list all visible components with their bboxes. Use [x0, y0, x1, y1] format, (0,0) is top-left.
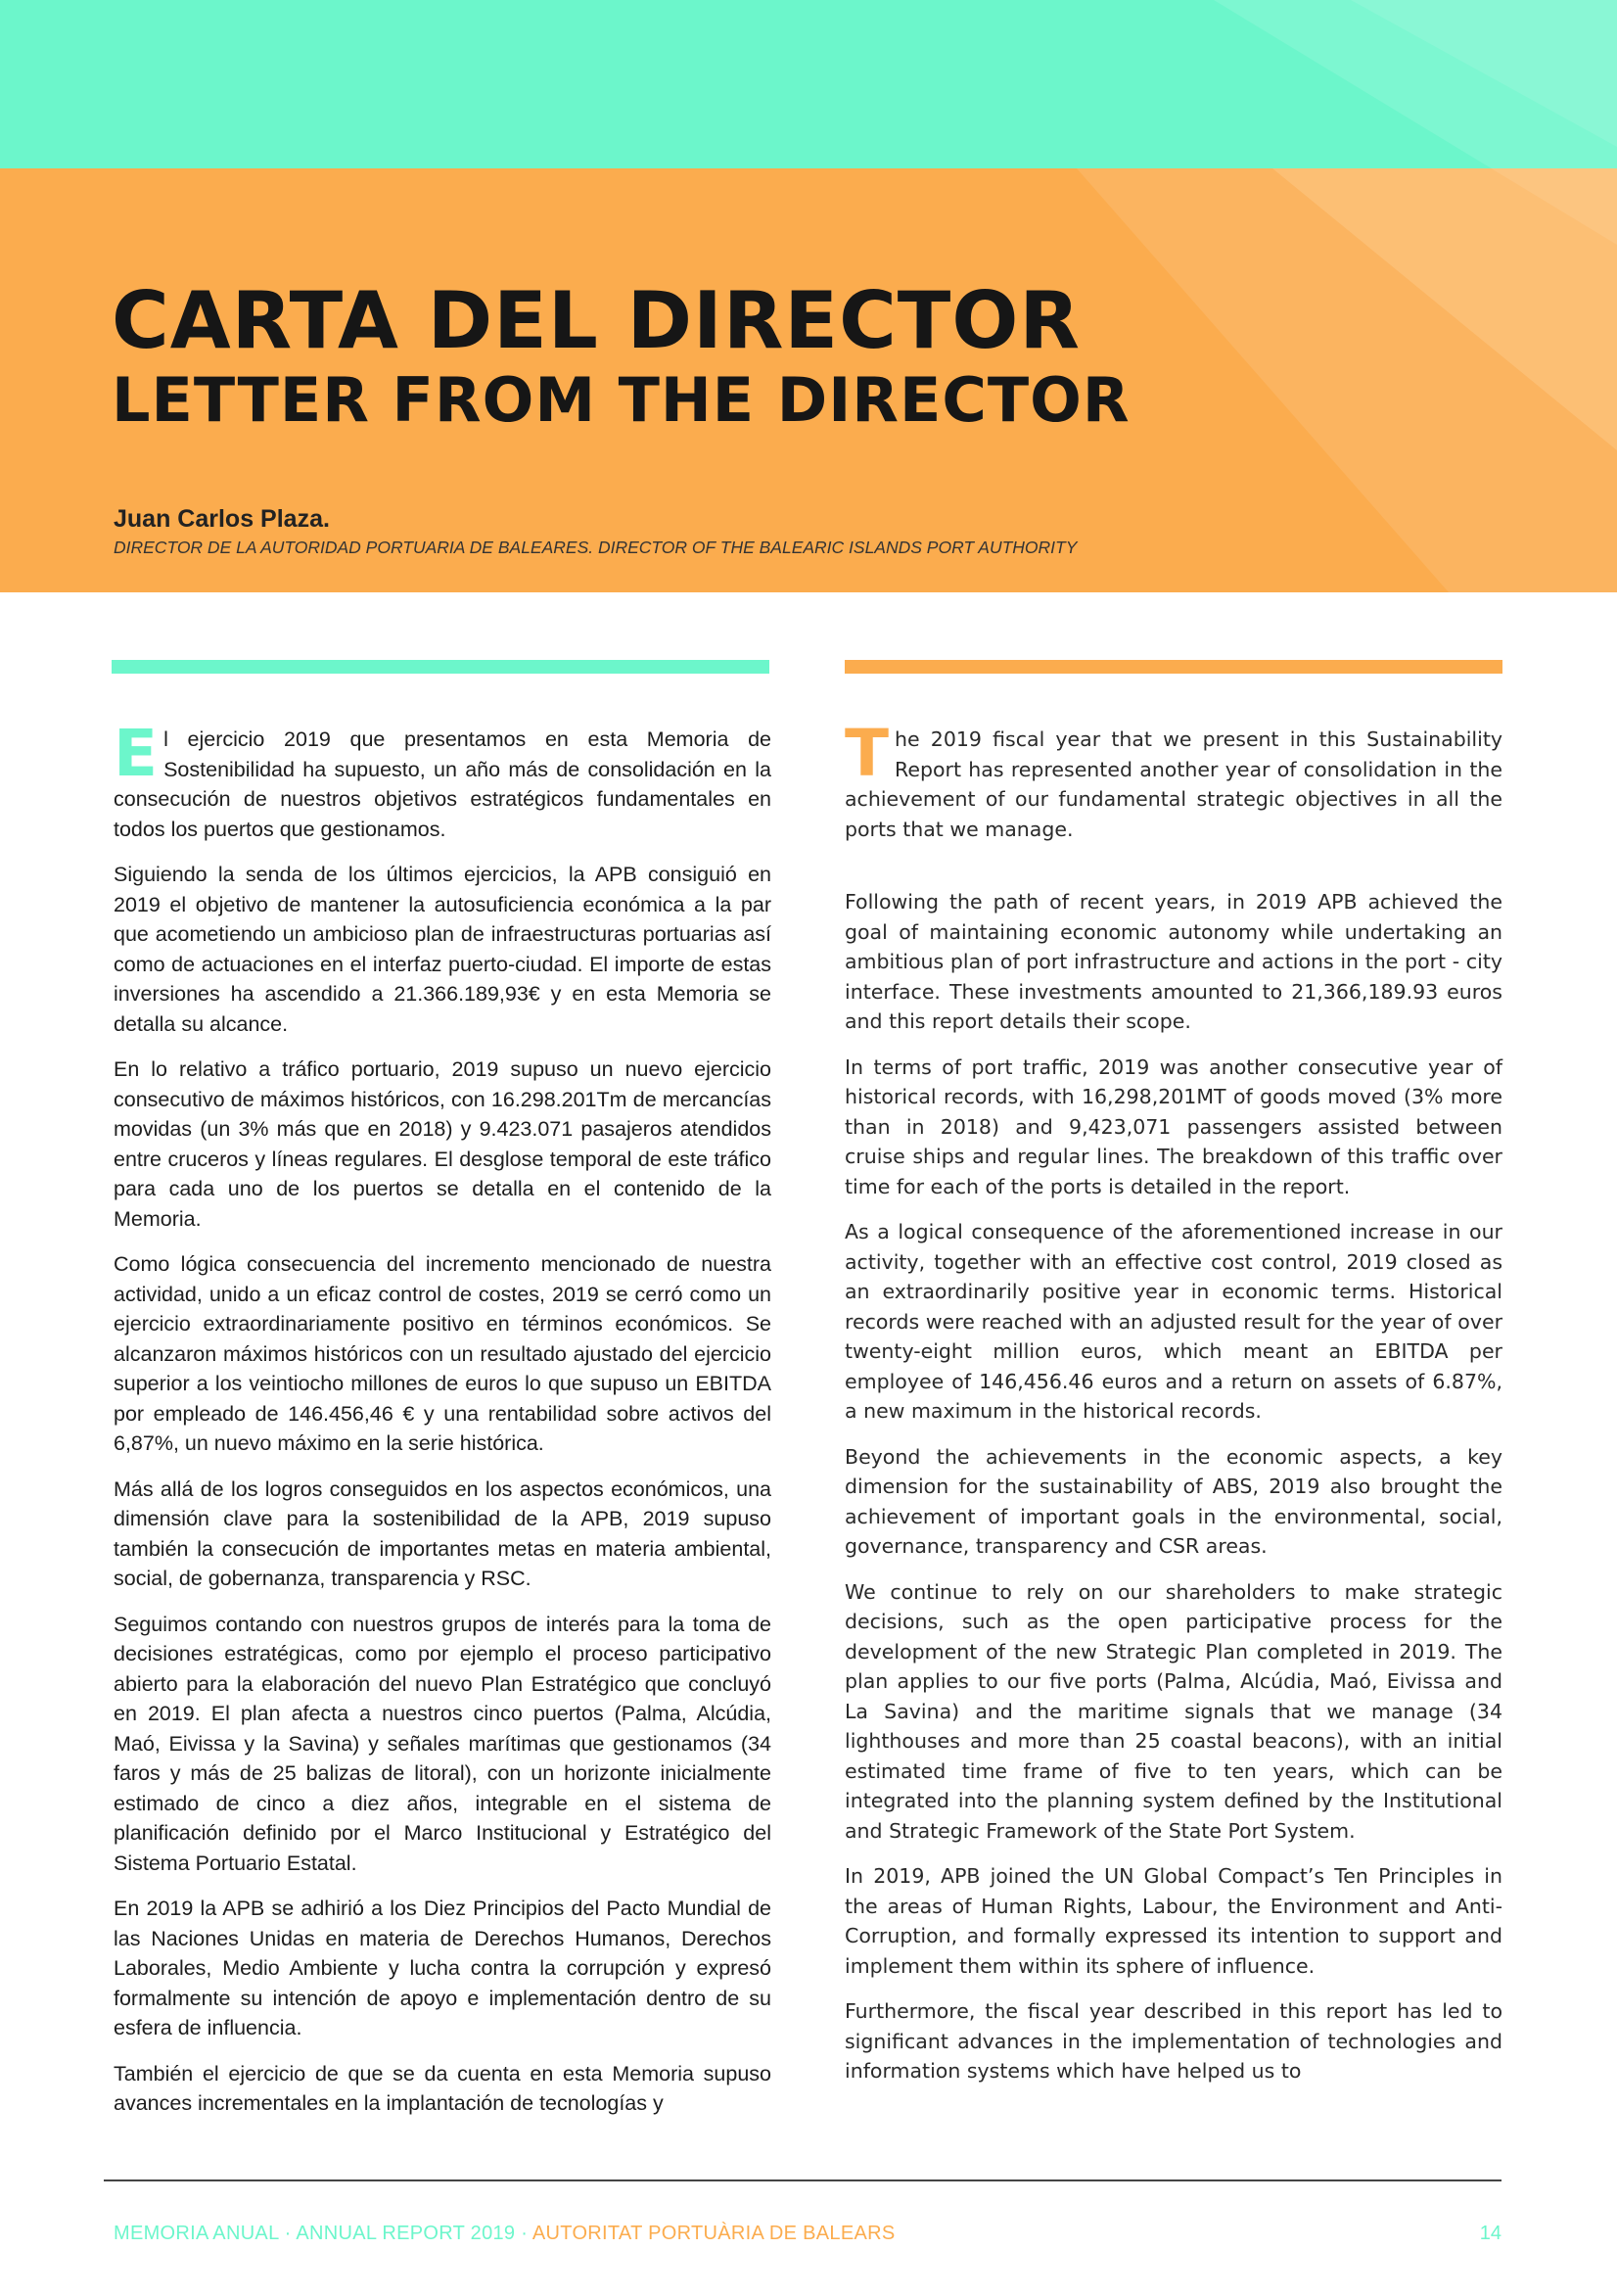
footer-organization: AUTORITAT PORTUÀRIA DE BALEARS [531, 2223, 896, 2244]
paragraph: Más allá de los logros conseguidos en los aspectos económicos, una dimensión clave para la sostenibilidad de la APB, 2019 supuso también la consecución de importantes metas en materia ambiental, social, de gobernanza, transparencia y RSC. [114, 1476, 771, 1590]
spanish-column [114, 716, 771, 2134]
page-number: 14 [1479, 2223, 1502, 2244]
author-name: Juan Carlos Plaza. [114, 505, 330, 533]
paragraph: Furthermore, the fiscal year described in this report has led to significant advances in the implementation of technologies and information systems which have helped us to [845, 1999, 1502, 2083]
header-mint-band [0, 0, 1617, 168]
page-title-spanish: CARTA DEL DIRECTOR [112, 275, 1081, 366]
paragraph: En 2019 la APB se adhirió a los Diez Principios del Pacto Mundial de las Naciones Unidas en materia de Derechos Humanos, Derechos Laborales, Medio Ambiente y lucha contra la corrupción y expresó formalmente su intención de apoyo e implementación dentro de su esfera de influencia. [114, 1897, 771, 2039]
footer-divider [104, 2179, 1502, 2181]
footer-report-label [114, 2223, 895, 2245]
paragraph: In 2019, APB joined the UN Global Compact’s Ten Principles in the areas of Human Rights, Labour, the Environment and Anti-Corruption, and formally expressed its intention to support and implement them within its sphere of influence. [845, 1864, 1502, 1978]
paragraph: Seguimos contando con nuestros grupos de interés para la toma de decisiones estratégicas, como por ejemplo el proceso participativo abierto para la elaboración del nuevo Plan Estratégico que concluyó en 2019. El plan afecta a nuestros cinco puertos (Palma, Alcúdia, Maó, Eivissa y la Savina) y señales marítimas que gestionamos (34 faros y más de 25 balizas de litoral), con un horizonte inicialmente estimado de cinco a diez años, integrable en el sistema de planificación definido por el Marco Institucional y Estratégico del Sistema Portuario Estatal. [114, 1612, 771, 1875]
right-column-rule [845, 660, 1502, 674]
paragraph: In terms of port traffic, 2019 was another consecutive year of historical records, with 16,298,201MT of goods moved (3% more than in 2018) and 9,423,071 passengers assisted between cruise ships and regular lines. The breakdown of this traffic over time for each of the ports is detailed in the report. [845, 1054, 1502, 1198]
paragraph: We continue to rely on our shareholders to make strategic decisions, such as the open participative process for the development of the new Strategic Plan completed in 2019. The plan applies to our five ports (Palma, Alcúdia, Maó, Eivissa and La Savina) and the maritime signals that we manage (34 lighthouses and more than 25 coastal beacons), with an initial estimated time frame of five to ten years, which can be integrated into the planning system defined by the Institutional and Strategic Framework of the State Port System. [845, 1579, 1502, 1843]
paragraph: The 2019 fiscal year that we present in this Sustainability Report has represented another year of consolidation in the achievement of our fundamental strategic objectives in all the ports that we manage. [845, 716, 1502, 841]
paragraph: En lo relativo a tráfico portuario, 2019 supuso un nuevo ejercicio consecutivo de máximos históricos, con 16.298.201Tm de mercancías movidas (un 3% más que en 2018) y 9.423.071 pasajeros atendidos entre cruceros y líneas regulares. El desglose temporal de este tráfico para cada uno de los puertos se detalla en el contenido de la Memoria. [114, 1057, 771, 1231]
drop-cap: T [845, 716, 890, 791]
paragraph: El ejercicio 2019 que presentamos en esta Memoria de Sostenibilidad ha supuesto, un año más de consolidación en la consecución de nuestros objetivos estratégicos fundamentales en todos los puertos que gestionamos. [114, 716, 771, 841]
paragraph: Siguiendo la senda de los últimos ejercicios, la APB consiguió en 2019 el objetivo de mantener la autosuficiencia económica a la par que acometiendo un ambicioso plan de infraestructuras portuarias así como de actuaciones en el interfaz puerto-ciudad. El importe de estas inversiones ha ascendido a 21.366.189,93€ y en esta Memoria se detalla su alcance. [114, 863, 771, 1036]
left-column-rule [112, 660, 769, 674]
page-title-english: LETTER FROM THE DIRECTOR [112, 364, 1131, 436]
paragraph: As a logical consequence of the aforementioned increase in our activity, together with an effective cost control, 2019 closed as an extraordinarily positive year in economic terms. Historical records were reached with an adjusted result for the year of over twenty-eight million euros, which meant an EBITDA per employee of 146,456.46 euros and a return on assets of 6.87%, a new maximum in the historical records. [845, 1220, 1502, 1423]
paragraph: Beyond the achievements in the economic aspects, a key dimension for the sustainability of ABS, 2019 also brought the achievement of important goals in the environmental, social, governance, transparency and CSR areas. [845, 1444, 1502, 1558]
footer-report-title: MEMORIA ANUAL · ANNUAL REPORT 2019 · [114, 2223, 532, 2244]
author-role: DIRECTOR DE LA AUTORIDAD PORTUARIA DE BALEARES. DIRECTOR OF THE BALEARIC ISLANDS PORT AUTHORITY [114, 538, 1078, 557]
paragraph: Following the path of recent years, in 2019 APB achieved the goal of maintaining economic autonomy while undertaking an ambitious plan of port infrastructure and actions in the port - city interface. These investments amounted to 21,366,189.93 euros and this report details their scope. [845, 890, 1502, 1033]
paragraph: Como lógica consecuencia del incremento mencionado de nuestra actividad, unido a un eficaz control de costes, 2019 se cerró como un ejercicio extraordinariamente positivo en términos económicos. Se alcanzaron máximos históricos con un resultado ajustado del ejercicio superior a los veintiocho millones de euros lo que supuso un EBITDA por empleado de 146.456,46 € y una rentabilidad sobre activos del 6,87%, un nuevo máximo en la serie histórica. [114, 1252, 771, 1455]
english-column [845, 716, 1502, 2102]
paragraph: También el ejercicio de que se da cuenta en esta Memoria supuso avances incrementales en la implantación de tecnologías y [114, 2061, 771, 2115]
drop-cap: E [114, 716, 159, 791]
